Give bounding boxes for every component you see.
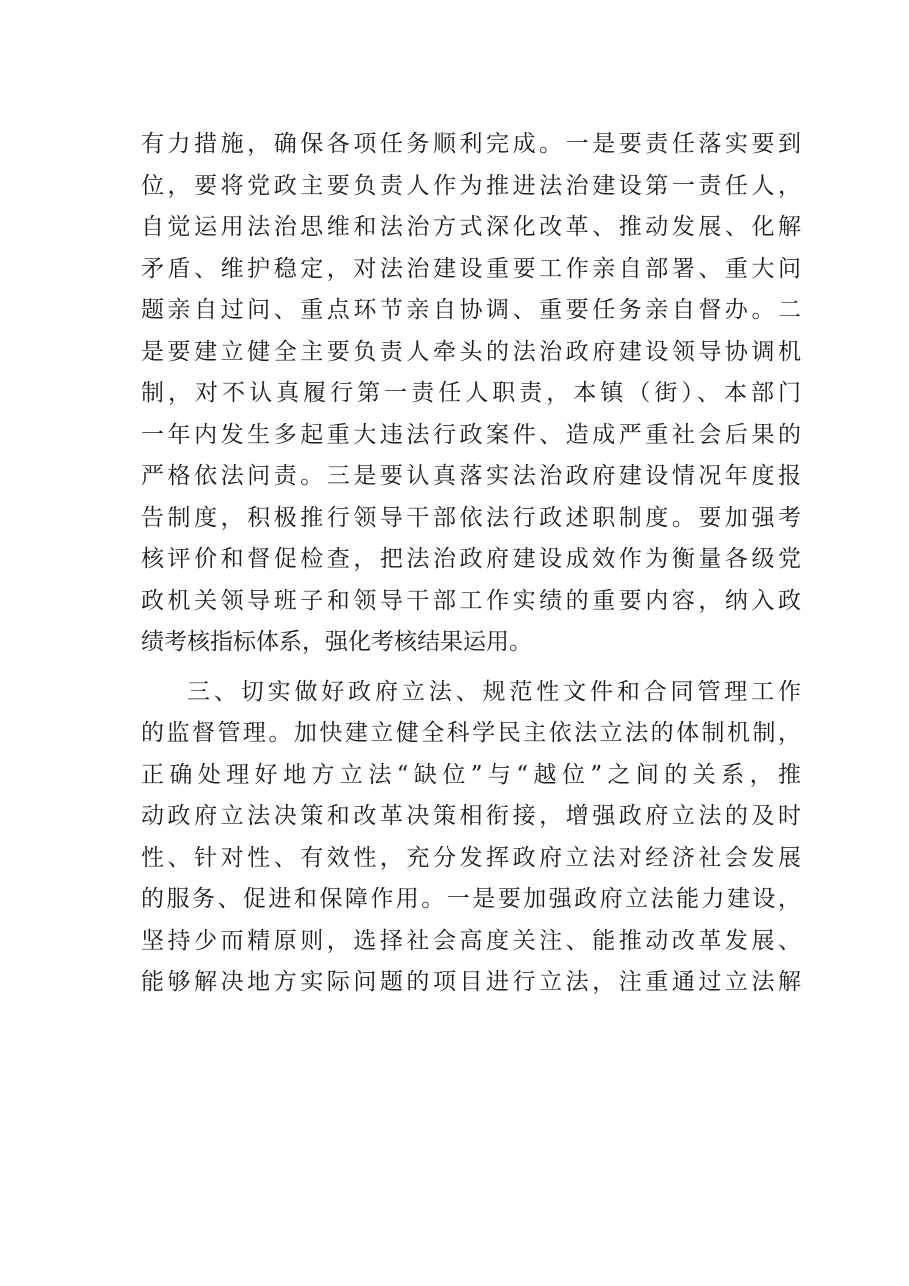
paragraph-gap xyxy=(141,664,801,672)
text-line: 性、针对性、有效性，充分发挥政府立法对经济社会发展 xyxy=(141,844,801,871)
text-line: 是要建立健全主要负责人牵头的法治政府建设领导协调机 xyxy=(141,338,801,365)
text-line: 制，对不认真履行第一责任人职责，本镇（街）、本部门 xyxy=(141,380,801,406)
text-line: 绩考核指标体系，强化考核结果运用。 xyxy=(141,629,532,655)
text-line: 动政府立法决策和改革决策相衔接，增强政府立法的及时 xyxy=(141,803,801,829)
body-text xyxy=(141,124,801,1004)
text-line: 坚持少而精原则，选择社会高度关注、能推动改革发展、 xyxy=(141,927,801,954)
text-line: 严格依法问责。三是要认真落实法治政府建设情况年度报 xyxy=(141,463,801,489)
text-line: 的服务、促进和保障作用。一是要加强政府立法能力建设， xyxy=(141,886,801,912)
text-line: 位，要将党政主要负责人作为推进法治建设第一责任人， xyxy=(141,172,801,199)
text-line: 有力措施，确保各项任务顺利完成。一是要责任落实要到 xyxy=(141,131,801,157)
text-line: 核评价和督促检查，把法治政府建设成效作为衡量各级党 xyxy=(141,546,801,572)
text-line: 能够解决地方实际问题的项目进行立法，注重通过立法解 xyxy=(141,969,801,995)
text-line: 题亲自过问、重点环节亲自协调、重要任务亲自督办。二 xyxy=(141,297,801,323)
paragraph-1 xyxy=(141,124,801,664)
paragraph-2 xyxy=(141,672,801,1004)
text-line: 的监督管理。加快建立健全科学民主依法立法的体制机制， xyxy=(141,720,801,746)
text-line-first: 三、切实做好政府立法、规范性文件和合同管理工作 xyxy=(187,678,801,705)
text-line: 矛盾、维护稳定，对法治建设重要工作亲自部署、重大问 xyxy=(141,255,801,282)
text-line: 政机关领导班子和领导干部工作实绩的重要内容，纳入政 xyxy=(141,587,801,614)
text-line: 一年内发生多起重大违法行政案件、造成严重社会后果的 xyxy=(141,421,801,448)
text-line: 告制度，积极推行领导干部依法行政述职制度。要加强考 xyxy=(141,504,801,531)
text-line: 自觉运用法治思维和法治方式深化改革、推动发展、化解 xyxy=(141,214,801,240)
text-line: 正确处理好地方立法“缺位”与“越位”之间的关系，推 xyxy=(141,761,801,788)
